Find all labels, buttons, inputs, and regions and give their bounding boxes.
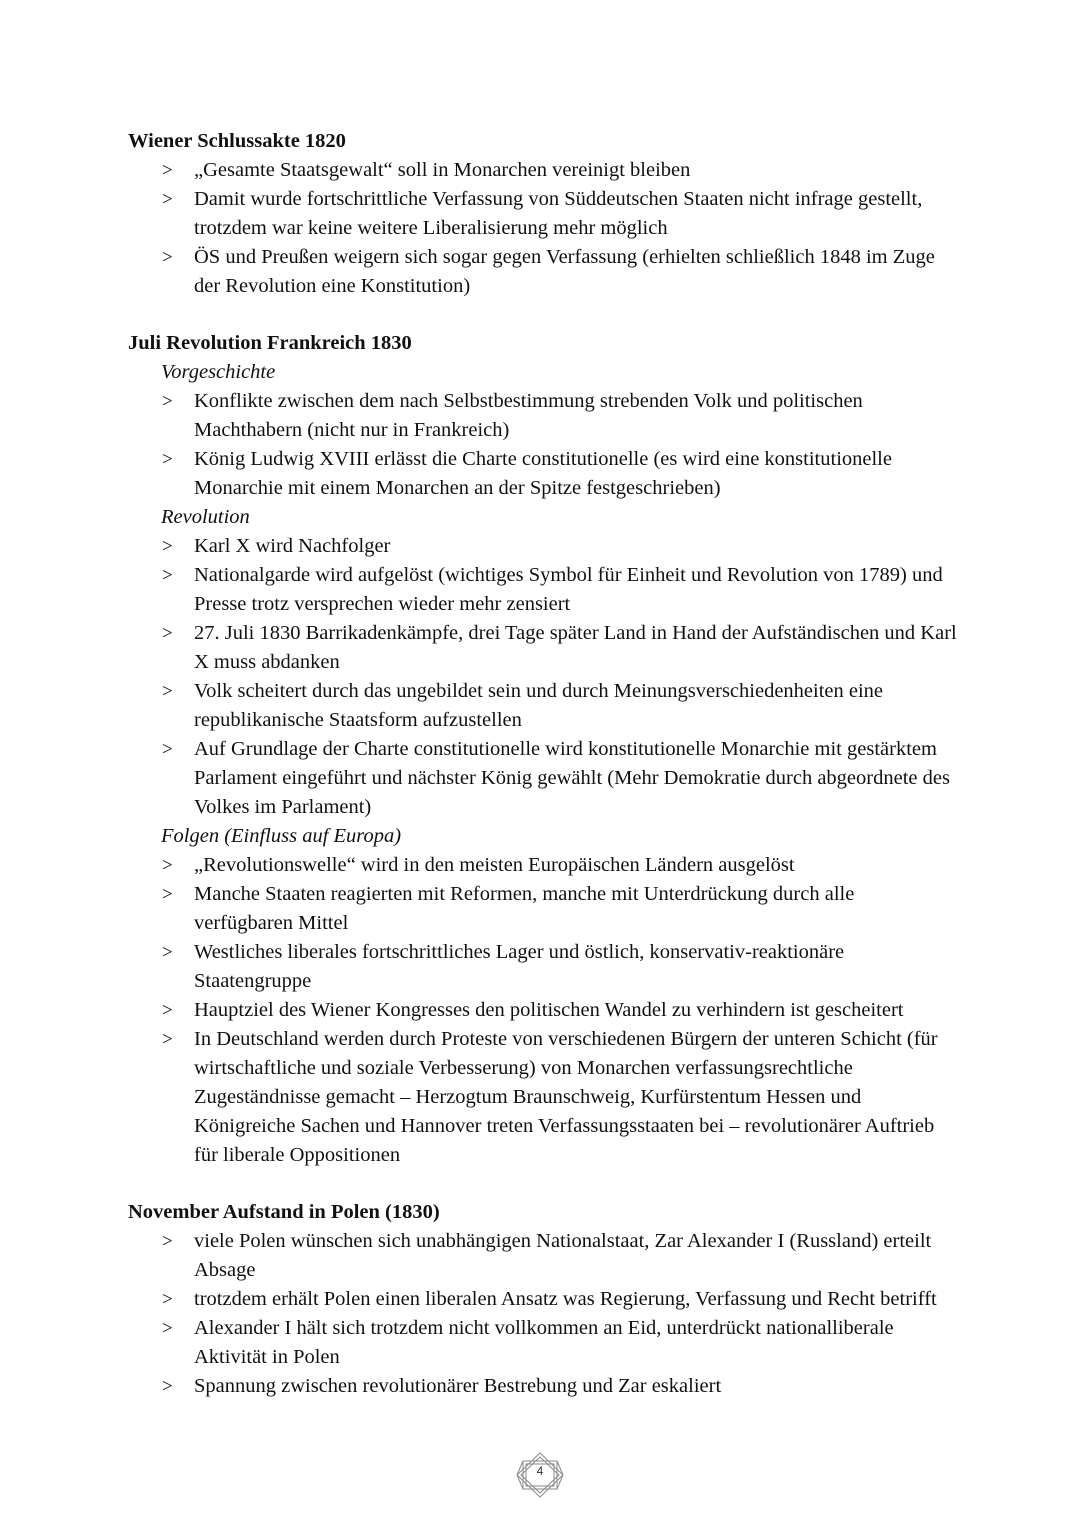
- section-title: Juli Revolution Frankreich 1830: [128, 332, 412, 354]
- subsection-title: Vorgeschichte: [161, 361, 276, 383]
- bullet-marker: >: [162, 1376, 173, 1397]
- bullet-text: „Revolutionswelle“ wird in den meisten Europäischen Ländern ausgelöst: [194, 854, 795, 876]
- bullet-marker: >: [162, 681, 173, 702]
- bullet-marker: >: [162, 160, 173, 181]
- bullet-text: Alexander I hält sich trotzdem nicht vollkommen an Eid, unterdrückt nationalliberale Aktivität in Polen: [194, 1317, 894, 1368]
- bullet-list: [128, 387, 958, 503]
- bullet-text: Spannung zwischen revolutionärer Bestrebung und Zar eskaliert: [194, 1375, 722, 1397]
- bullet-marker: >: [162, 623, 173, 644]
- bullet-text: Volk scheitert durch das ungebildet sein und durch Meinungsverschiedenheiten eine republikanische Staatsform aufzustellen: [194, 680, 884, 731]
- bullet-item: [128, 996, 958, 1025]
- bullet-text: „Gesamte Staatsgewalt“ soll in Monarchen vereinigt bleiben: [194, 159, 691, 181]
- bullet-list: [128, 532, 958, 822]
- bullet-item: [128, 1285, 958, 1314]
- bullet-marker: >: [162, 1029, 173, 1050]
- bullet-text: Konflikte zwischen dem nach Selbstbestimmung strebenden Volk und politischen Machthabern (nicht nur in Frankreich): [194, 390, 863, 441]
- bullet-text: viele Polen wünschen sich unabhängigen Nationalstaat, Zar Alexander I (Russland) erteilt Absage: [194, 1230, 932, 1281]
- bullet-marker: >: [162, 884, 173, 905]
- page-number: 4: [536, 1464, 544, 1478]
- bullet-marker: >: [162, 449, 173, 470]
- bullet-marker: >: [162, 189, 173, 210]
- bullet-item: [128, 619, 958, 677]
- bullet-list: [128, 851, 958, 1170]
- section: [128, 127, 958, 301]
- subsection-title: Folgen (Einfluss auf Europa): [161, 825, 402, 847]
- bullet-marker: >: [162, 855, 173, 876]
- section-title: November Aufstand in Polen (1830): [128, 1201, 440, 1223]
- bullet-text: Manche Staaten reagierten mit Reformen, manche mit Unterdrückung durch alle verfügbaren Mittel: [194, 883, 855, 934]
- bullet-text: trotzdem erhält Polen einen liberalen Ansatz was Regierung, Verfassung und Recht betrifft: [194, 1288, 937, 1310]
- bullet-item: [128, 445, 958, 503]
- bullet-item: [128, 1025, 958, 1170]
- bullet-item: [128, 1314, 958, 1372]
- bullet-marker: >: [162, 247, 173, 268]
- bullet-marker: >: [162, 536, 173, 557]
- bullet-item: [128, 735, 958, 822]
- bullet-marker: >: [162, 1231, 173, 1252]
- bullet-marker: >: [162, 1289, 173, 1310]
- bullet-item: [128, 243, 958, 301]
- bullet-item: [128, 880, 958, 938]
- bullet-item: [128, 677, 958, 735]
- bullet-text: König Ludwig XVIII erlässt die Charte constitutionelle (es wird eine konstitutionelle Monarchie mit einem Monarchen an der Spitze festgeschrieben): [194, 448, 892, 499]
- bullet-text: 27. Juli 1830 Barrikadenkämpfe, drei Tage später Land in Hand der Aufständischen und Karl X muss abdanken: [194, 622, 957, 673]
- bullet-item: [128, 532, 958, 561]
- bullet-item: [128, 851, 958, 880]
- bullet-marker: >: [162, 942, 173, 963]
- bullet-item: [128, 156, 958, 185]
- subsection-title: Revolution: [161, 506, 250, 528]
- bullet-text: Damit wurde fortschrittliche Verfassung von Süddeutschen Staaten nicht infrage gestellt, trotzdem war keine weitere Liberalisierung mehr möglich: [194, 188, 923, 239]
- bullet-text: Karl X wird Nachfolger: [194, 535, 391, 557]
- bullet-item: [128, 387, 958, 445]
- bullet-marker: >: [162, 391, 173, 412]
- bullet-item: [128, 1227, 958, 1285]
- bullet-text: ÖS und Preußen weigern sich sogar gegen Verfassung (erhielten schließlich 1848 im Zuge der Revolution eine Konstitution): [194, 246, 935, 297]
- section-title: Wiener Schlussakte 1820: [128, 130, 346, 152]
- section: [128, 1198, 958, 1401]
- bullet-list: [128, 156, 958, 301]
- bullet-text: Auf Grundlage der Charte constitutionelle wird konstitutionelle Monarchie mit gestärktem Parlament eingeführt und nächster König gewählt (Mehr Demokratie durch abgeordnete des Volkes im Parlament): [194, 738, 950, 818]
- bullet-item: [128, 938, 958, 996]
- bullet-marker: >: [162, 565, 173, 586]
- bullet-text: Nationalgarde wird aufgelöst (wichtiges Symbol für Einheit und Revolution von 1789) und Presse trotz versprechen wieder mehr zensiert: [194, 564, 943, 615]
- page-number-badge: [514, 1452, 566, 1498]
- document-body: [128, 127, 958, 1401]
- bullet-item: [128, 1372, 958, 1401]
- section: [128, 329, 958, 1170]
- bullet-marker: >: [162, 739, 173, 760]
- bullet-text: Westliches liberales fortschrittliches Lager und östlich, konservativ-reaktionäre Staatengruppe: [194, 941, 845, 992]
- bullet-item: [128, 561, 958, 619]
- bullet-text: In Deutschland werden durch Proteste von verschiedenen Bürgern der unteren Schicht (für wirtschaftliche und soziale Verbesserung) von Monarchen verfassungsrechtliche Zugeständnisse gemacht – Herzogtum Braunschweig, Kurfürstentum Hessen und Königreiche Sachen und Hannover treten Verfassungsstaaten bei – revolutionärer Auftrieb für liberale Oppositionen: [194, 1028, 938, 1166]
- bullet-marker: >: [162, 1318, 173, 1339]
- bullet-item: [128, 185, 958, 243]
- bullet-marker: >: [162, 1000, 173, 1021]
- bullet-text: Hauptziel des Wiener Kongresses den politischen Wandel zu verhindern ist gescheitert: [194, 999, 904, 1021]
- bullet-list: [128, 1227, 958, 1401]
